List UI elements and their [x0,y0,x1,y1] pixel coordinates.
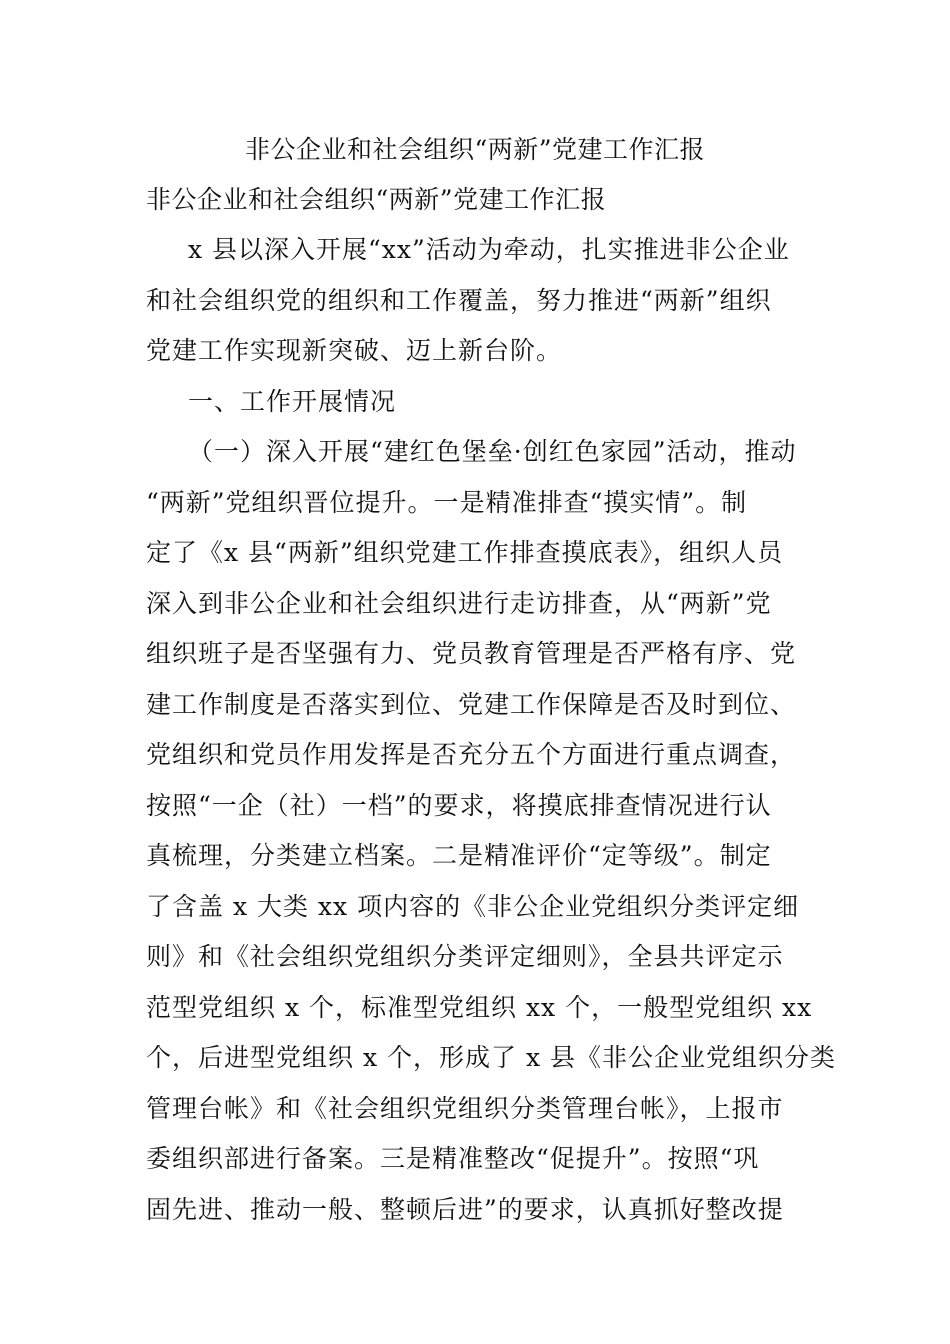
body-line: 定了《x 县“两新”组织党建工作排查摸底表》，组织人员 [146,538,784,567]
body-line: 建工作制度是否落实到位、党建工作保障是否及时到位、 [146,689,797,719]
body-line: 则》和《社会组织党组织分类评定细则》，全县共评定示 [146,942,784,971]
body-line: 管理台帐》和《社会组织党组织分类管理台帐》，上报市 [146,1093,784,1123]
body-line: 一、工作开展情况 [188,386,397,416]
body-line: 范型党组织 x 个，标准型党组织 xx 个，一般型党组织 xx [146,992,813,1022]
body-line: 党组织和党员作用发挥是否充分五个方面进行重点调查， [146,740,797,769]
document-body [146,230,836,1240]
body-line: 组织班子是否坚强有力、党员教育管理是否严格有序、党 [146,639,797,668]
body-line: （一）深入开展“建红色堡垒·创红色家园”活动，推动 [188,437,797,466]
document-subtitle: 非公企业和社会组织“两新”党建工作汇报 [146,185,607,214]
document-title: 非公企业和社会组织“两新”党建工作汇报 [244,135,706,164]
body-line: 党建工作实现新突破、迈上新台阶。 [146,336,563,365]
body-line: 和社会组织党的组织和工作覆盖，努力推进“两新”组织 [146,285,772,315]
body-line: 固先进、推动一般、整顿后进”的要求，认真抓好整改提 [146,1194,784,1224]
body-line: x 县以深入开展“xx”活动为牵动，扎实推进非公企业 [188,235,790,264]
body-line: 深入到非公企业和社会组织进行走访排查，从“两新”党 [146,588,772,618]
body-line: 委组织部进行备案。三是精准整改“促提升”。按照“巩 [146,1144,760,1173]
body-line: 了含盖 x 大类 xx 项内容的《非公企业党组织分类评定细 [146,891,800,921]
body-line: 个，后进型党组织 x 个，形成了 x 县《非公企业党组织分类 [146,1043,836,1072]
body-line: 按照“一企（社）一档”的要求，将摸底排查情况进行认 [146,790,772,820]
body-line: 真梳理，分类建立档案。二是精准评价“定等级”。制定 [146,841,772,870]
body-line: “两新”党组织晋位提升。一是精准排查“摸实情”。制 [146,487,748,517]
